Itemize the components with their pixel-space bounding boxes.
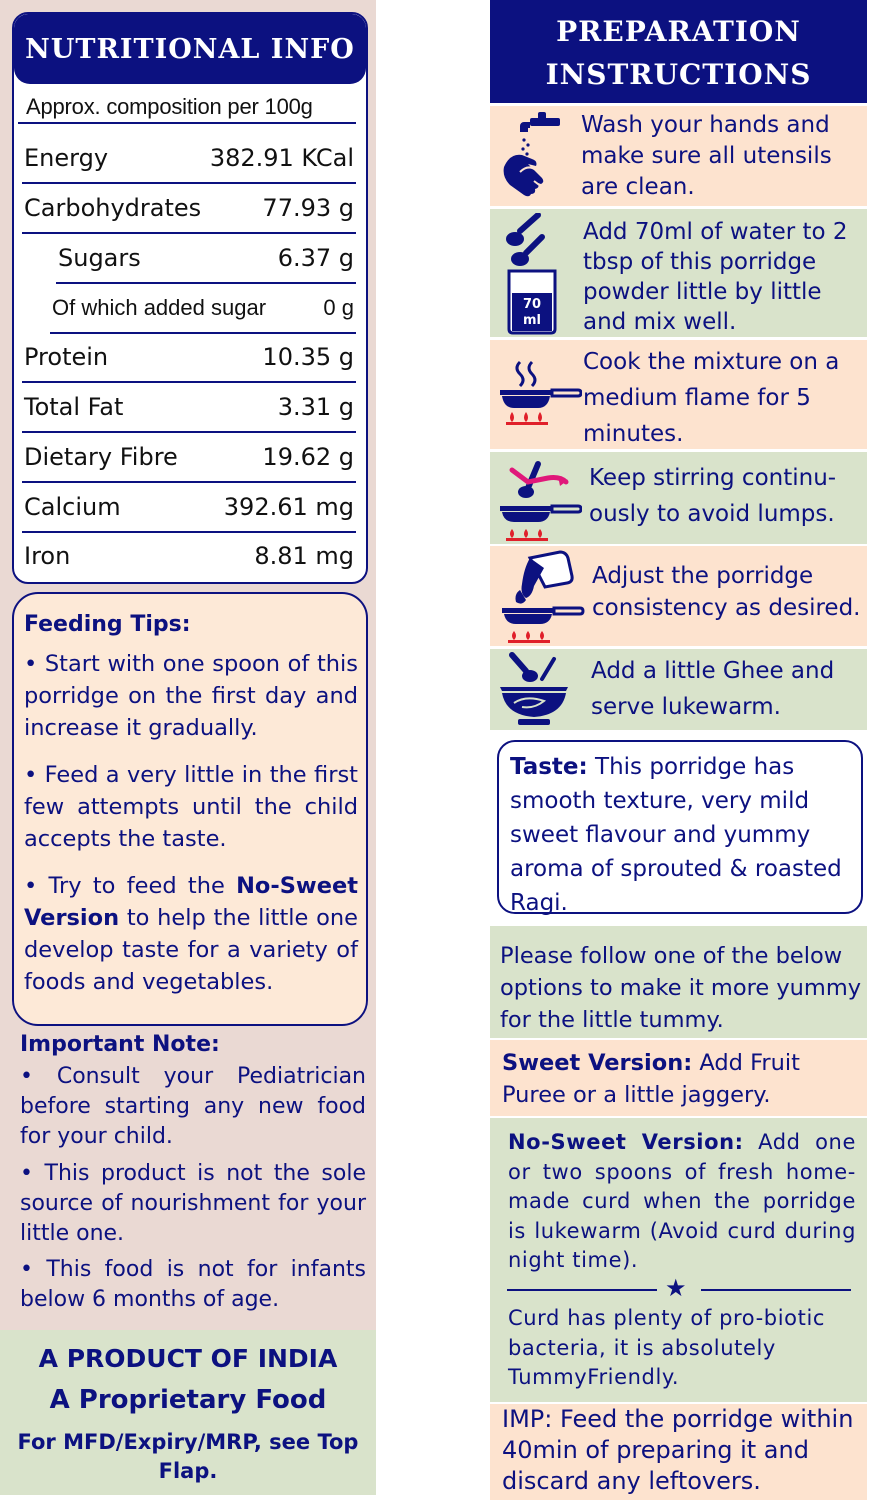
nutrient-value: 392.61 mg xyxy=(223,493,354,521)
step-text: Wash your hands and make sure all utensils are clean. xyxy=(581,112,832,200)
feeding-tips-title: Feeding Tips: xyxy=(24,612,191,637)
step-text: Keep stirring continu-ously to avoid lumps. xyxy=(589,465,837,527)
glass-label-top: 70 xyxy=(522,297,542,312)
nutrient-value: 10.35 g xyxy=(262,343,354,371)
nutrient-value: 77.93 g xyxy=(262,194,354,222)
nutrition-row-calcium xyxy=(22,483,356,533)
no-sweet-version-label: No-Sweet Version: xyxy=(508,1130,744,1154)
taste-text xyxy=(510,750,851,920)
nutrient-value: 8.81 mg xyxy=(254,542,354,570)
wash-hands-icon xyxy=(498,112,568,202)
prep-step-5 xyxy=(490,546,867,646)
step-text: Add a little Ghee and serve lukewarm. xyxy=(591,658,835,720)
nutrient-value: 0 g xyxy=(323,295,354,320)
nutrient-value: 382.91 KCal xyxy=(209,144,354,172)
product-of-india: A PRODUCT OF INDIA xyxy=(38,1344,338,1373)
feeding-tip-3 xyxy=(24,870,358,998)
feeding-tip-2: • Feed a very little in the first few attempts until the child accepts the taste. xyxy=(24,762,358,852)
prep-step-6 xyxy=(490,649,867,730)
nutrient-name: Carbohydrates xyxy=(24,194,202,222)
important-note-title: Important Note: xyxy=(20,1032,220,1057)
glass-label-bottom: ml xyxy=(522,313,541,328)
nutrient-name: Total Fat xyxy=(24,393,124,421)
prep-step-1 xyxy=(490,106,867,206)
important-note-1: • Consult your Pediatrician before starting any new food for your child. xyxy=(20,1064,366,1149)
nutrition-row-added-sugar xyxy=(50,284,356,334)
nutrient-value: 19.62 g xyxy=(262,443,354,471)
glass-label xyxy=(512,297,552,329)
nutrient-value: 6.37 g xyxy=(277,244,354,272)
step-text: Cook the mixture on a medium flame for 5 minutes. xyxy=(583,349,840,447)
taste-label: Taste: xyxy=(510,754,588,780)
nutrition-row-iron xyxy=(22,532,356,580)
sweet-version-panel xyxy=(490,1040,867,1116)
important-note-2: • This product is not the sole source of nourishment for your little one. xyxy=(20,1161,366,1246)
nutrient-name: Energy xyxy=(24,144,109,172)
divider-line-right xyxy=(701,1289,851,1291)
sweet-version-label: Sweet Version: xyxy=(502,1050,693,1076)
pour-into-pan-icon xyxy=(500,550,586,644)
no-sweet-emphasis: No-Sweet Version xyxy=(24,873,358,931)
imp-panel xyxy=(490,1404,867,1500)
nutrition-row-dietary-fibre xyxy=(22,433,356,483)
imp-text: IMP: Feed the porridge within 40min of preparing it and discard any leftovers. xyxy=(502,1405,854,1495)
prep-step-3 xyxy=(490,340,867,449)
nutrition-row-sugars xyxy=(56,234,356,284)
proprietary-food: A Proprietary Food xyxy=(49,1385,327,1415)
sweet-version-text xyxy=(502,1047,847,1111)
nutrient-name: Of which added sugar xyxy=(52,295,267,320)
nutrition-row-carbohydrates xyxy=(22,184,356,234)
no-sweet-version-text xyxy=(508,1128,856,1276)
star-divider xyxy=(507,1274,851,1302)
taste-box xyxy=(497,740,863,914)
tip-text: • Try to feed the xyxy=(24,873,237,899)
nutrient-name: Calcium xyxy=(24,493,121,521)
no-sweet-version-description: Add one or two spoons of fresh home-made curd when the porridge is lukewarm (Avoid curd during night time). xyxy=(508,1130,856,1272)
pan-on-flame-icon xyxy=(498,360,582,428)
nutrient-value: 3.31 g xyxy=(277,393,354,421)
taste-description: This porridge has smooth texture, very mild sweet flavour and yummy aroma of sprouted & roasted Ragi. xyxy=(510,754,842,916)
feeding-tip-1: • Start with one spoon of this porridge on the first day and increase it gradually. xyxy=(24,651,358,741)
step-text: Adjust the porridge consistency as desired. xyxy=(592,563,861,621)
nutrition-panel xyxy=(12,12,368,584)
stirring-pan-icon xyxy=(498,458,582,542)
prep-step-2 xyxy=(490,209,867,337)
options-intro-panel xyxy=(490,926,867,1038)
preparation-title-line2: INSTRUCTIONS xyxy=(545,58,812,91)
options-intro: Please follow one of the below options to make it more yummy for the little tummy. xyxy=(500,943,862,1033)
preparation-title xyxy=(490,0,867,103)
origin-panel xyxy=(0,1330,376,1495)
serving-bowl-icon xyxy=(496,651,574,727)
curd-benefit-text: Curd has plenty of pro-biotic bacteria, it is absolutely TummyFriendly. xyxy=(508,1306,826,1389)
nutrition-subtitle: Approx. composition per 100g xyxy=(18,84,356,124)
sweet-version-description: Add Fruit Puree or a little jaggery. xyxy=(502,1050,800,1108)
nutrient-name: Sugars xyxy=(58,244,141,272)
star-icon: ★ xyxy=(665,1274,687,1302)
nutrient-name: Iron xyxy=(24,542,71,570)
no-sweet-version-panel xyxy=(490,1118,867,1402)
nutrient-name: Protein xyxy=(24,343,109,371)
prep-step-4 xyxy=(490,452,867,544)
nutrition-title: NUTRITIONAL INFO xyxy=(14,14,366,84)
feeding-tips-box xyxy=(12,592,368,1026)
tip-text: to help the little one develop taste for a variety of foods and vegetables. xyxy=(24,905,358,995)
mfd-expiry-note: For MFD/Expiry/MRP, see Top Flap. xyxy=(17,1430,359,1483)
preparation-title-line1: PREPARATION xyxy=(556,15,801,48)
important-note-3: • This food is not for infants below 6 months of age. xyxy=(20,1257,366,1312)
nutrient-name: Dietary Fibre xyxy=(24,443,178,471)
nutrition-row-energy xyxy=(22,134,356,184)
nutrition-row-total-fat xyxy=(22,383,356,433)
nutrition-row-protein xyxy=(22,333,356,383)
divider-line-left xyxy=(507,1289,657,1291)
step-text: Add 70ml of water to 2 tbsp of this porridge powder little by little and mix well. xyxy=(583,219,848,335)
